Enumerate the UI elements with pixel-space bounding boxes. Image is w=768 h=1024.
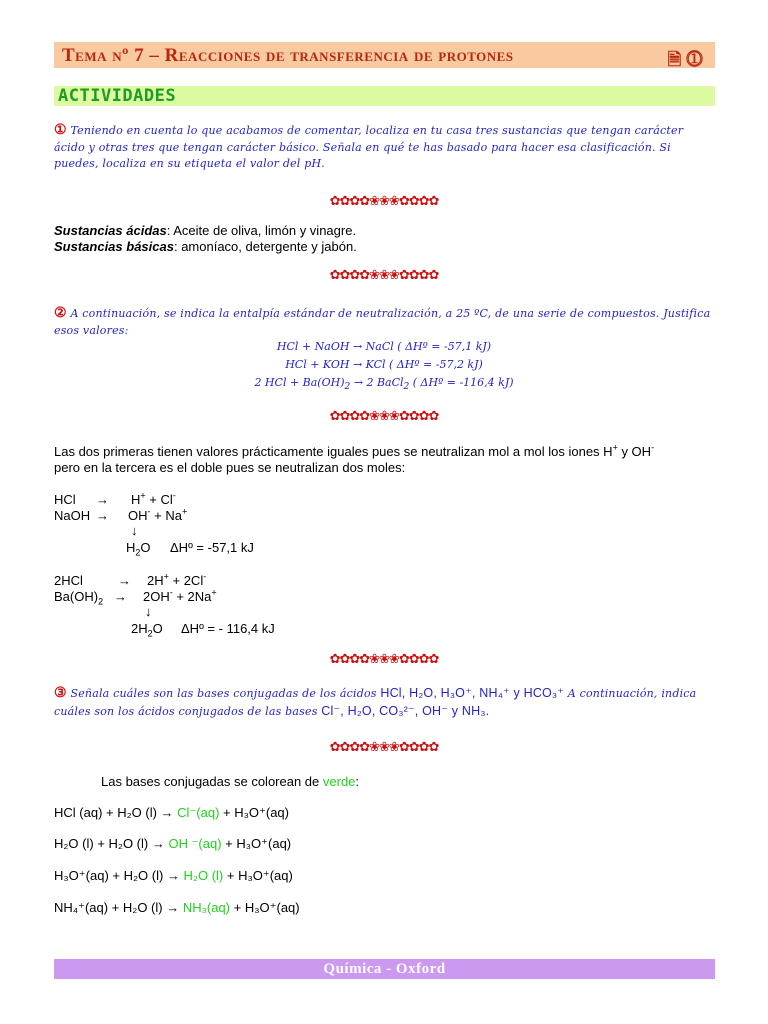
equation-3: 2 HCl + $Ba(OH)_2 \to 2$ BaCl$_2$ ( ΔHº = -116,4 kJ) bbox=[254, 376, 514, 393]
acid-text: : Aceite de oliva, limón y vinagre. bbox=[166, 223, 357, 238]
equation-1: HCl + NaOH → NaCl ( ΔHº = -57,1 kJ) bbox=[276, 340, 492, 353]
conjugate-reaction-3: H₃O⁺(aq) + H₂O (l) → H₂O (l) + H₃O⁺(aq) bbox=[54, 868, 293, 883]
answer-3-intro: Las bases conjugadas se colorean de verde: bbox=[101, 774, 360, 789]
answer-2-line-1: Las dos primeras tienen valores prácticamente iguales pues se neutralizan mol a mol los iones H+ y OH- bbox=[54, 442, 655, 459]
question-number: ③ bbox=[54, 685, 67, 701]
page-header bbox=[54, 42, 715, 68]
answer-2-line-2: pero en la tercera es el doble pues se neutralizan dos moles: bbox=[54, 460, 406, 475]
reaction-hcl-products: H+ + Cl- bbox=[131, 490, 176, 507]
conjugate-reaction-2: H₂O (l) + H₂O (l) → OH ⁻(aq) + H₃O⁺(aq) bbox=[54, 836, 292, 851]
arrow: → bbox=[118, 573, 131, 588]
page-footer bbox=[54, 959, 715, 979]
acid-label: Sustancias ácidas bbox=[54, 223, 167, 238]
separator: ✿✿✿✿❀❀❀✿✿✿✿ bbox=[329, 651, 439, 666]
separator: ✿✿✿✿❀❀❀✿✿✿✿ bbox=[329, 193, 439, 208]
question-3: ③ Señala cuáles son las bases conjugadas de los ácidos HCl, H₂O, H₃O⁺, NH₄⁺ y HCO₃⁺ A continuación, indica cuáles son los ácidos conjugados de las bases Cl⁻, H₂O, CO₃²⁻, OH⁻ y NH₃. bbox=[54, 685, 697, 718]
answer-1-bases bbox=[54, 239, 357, 255]
page-number-icon: 🗎 ⓵ bbox=[667, 50, 703, 69]
water-product-2: $2H_2O$ bbox=[131, 621, 163, 639]
arrow: → bbox=[96, 492, 109, 507]
question-1 bbox=[54, 122, 716, 173]
reaction-baoh2-products: 2OH- + 2Na+ bbox=[143, 587, 217, 604]
down-arrow: ↓ bbox=[131, 523, 138, 538]
footer-text: Química - Oxford bbox=[323, 961, 446, 977]
basic-label: Sustancias básicas bbox=[54, 239, 174, 254]
reaction-2hcl: 2HCl bbox=[54, 573, 83, 588]
conjugate-reaction-1: HCl (aq) + H₂O (l) → Cl⁻(aq) + H₃O⁺(aq) bbox=[54, 805, 289, 820]
base-list: Cl⁻, H₂O, CO₃²⁻, OH⁻ y NH₃. bbox=[321, 703, 490, 718]
section-banner bbox=[54, 86, 715, 106]
enthalpy-2: ΔHº = - 116,4 kJ bbox=[181, 621, 275, 636]
enthalpy-1: ΔHº = -57,1 kJ bbox=[170, 540, 254, 555]
question-2 bbox=[54, 305, 716, 339]
answer-1-acids bbox=[54, 223, 356, 239]
question-text: A continuación, se indica la entalpía estándar de neutralización, a 25 ºC, de una serie de compuestos. Justifica esos valores: bbox=[54, 307, 711, 337]
question-number: ② bbox=[54, 305, 67, 321]
reaction-naoh-products: OH- + Na+ bbox=[128, 506, 188, 523]
reaction-2hcl-products: 2H+ + 2Cl- bbox=[147, 571, 207, 588]
basic-text: : amoníaco, detergente y jabón. bbox=[173, 239, 357, 254]
separator: ✿✿✿✿❀❀❀✿✿✿✿ bbox=[329, 267, 439, 282]
reaction-baoh2: $Ba(OH)_2$ bbox=[54, 589, 104, 607]
page-title: Tema nº 7 – Reacciones de transferencia de protones bbox=[62, 45, 514, 66]
question-text: Teniendo en cuenta lo que acabamos de comentar, localiza en tu casa tres sustancias que tengan carácter ácido y otras tres que tengan carácter básico. Señala en qué te has basado para hacer esa clasificación. Si puedes, localiza en su etiqueta el valor del pH. bbox=[54, 124, 684, 170]
reaction-hcl: HCl bbox=[54, 492, 76, 507]
down-arrow: ↓ bbox=[145, 604, 152, 619]
arrow: → bbox=[114, 589, 127, 604]
section-title: ACTIVIDADES bbox=[58, 86, 177, 106]
separator: ✿✿✿✿❀❀❀✿✿✿✿ bbox=[329, 739, 439, 754]
water-product-1: $H_2O$ bbox=[126, 540, 151, 558]
conjugate-reaction-4: NH₄⁺(aq) + H₂O (l) → NH₃(aq) + H₃O⁺(aq) bbox=[54, 900, 300, 915]
acid-list: HCl, H₂O, H₃O⁺, NH₄⁺ y HCO₃⁺ bbox=[380, 686, 565, 700]
reaction-naoh: NaOH bbox=[54, 508, 91, 523]
equation-2: HCl + KOH → KCl ( ΔHº = -57,2 kJ) bbox=[285, 358, 483, 371]
separator: ✿✿✿✿❀❀❀✿✿✿✿ bbox=[329, 408, 439, 423]
arrow: → bbox=[96, 508, 109, 523]
question-number: ① bbox=[54, 122, 67, 138]
